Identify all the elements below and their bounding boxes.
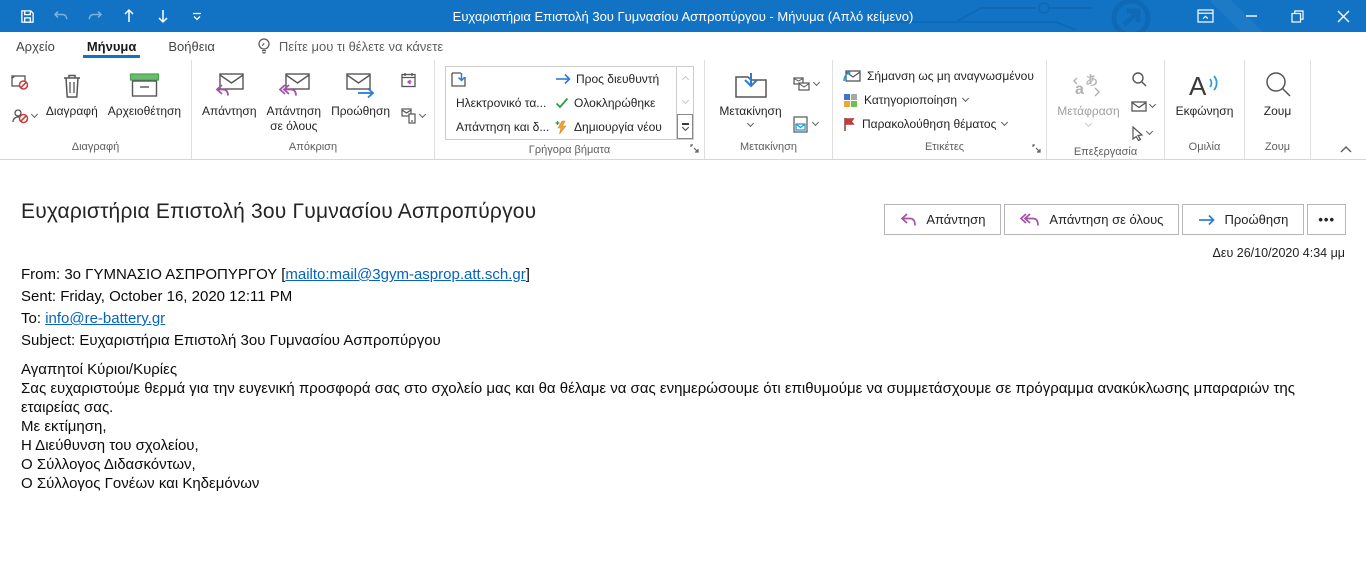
reply-button[interactable]: Απάντηση: [197, 65, 262, 137]
group-label-speech: Ομιλία: [1188, 141, 1221, 153]
junk-dropdown-chevron: [31, 111, 38, 118]
quick-step-move-to[interactable]: [446, 67, 550, 91]
rules-button[interactable]: [793, 75, 819, 93]
junk-icon: [11, 108, 29, 124]
related-chevron: [1149, 101, 1156, 108]
header-from: From: 3ο ΓΥΜΝΑΣΙΟ ΑΣΠΡΟΠΥΡΓΟΥ [mailto:mail@3gym-asprop.att.sch.gr]: [21, 266, 530, 283]
reply-all-action-button[interactable]: Απάντηση σε όλους: [1004, 204, 1179, 235]
ribbon-group-delete: [0, 60, 192, 159]
group-label-editing: Επεξεργασία: [1073, 146, 1138, 158]
follow-up-chevron: [1001, 119, 1008, 126]
reply-action-button[interactable]: Απάντηση: [884, 204, 1001, 235]
archive-button[interactable]: Αρχειοθέτηση: [103, 65, 186, 137]
quick-step-reply-delete[interactable]: Απάντηση και δ...: [446, 115, 550, 139]
forward-action-button[interactable]: Προώθηση: [1182, 204, 1304, 235]
collapse-ribbon-icon[interactable]: [1340, 146, 1352, 153]
forward-button[interactable]: Προώθηση: [326, 65, 395, 137]
reply-all-arrow-icon: [1020, 213, 1040, 227]
ribbon-group-quick-steps: [435, 60, 705, 159]
move-to-folder-icon: [451, 72, 466, 87]
group-label-quick-steps: Γρήγορα βήματα: [528, 144, 611, 156]
mark-unread-icon: [843, 69, 861, 83]
select-chevron: [1146, 128, 1153, 135]
ribbon-group-editing: [1047, 60, 1165, 159]
window-title: Ευχαριστήρια Επιστολή 3ου Γυμνασίου Ασπροπύργου - Μήνυμα (Απλό κείμενο): [452, 8, 914, 24]
meeting-icon: [401, 72, 417, 88]
actions-button[interactable]: [793, 115, 819, 133]
translate-chevron: [1085, 120, 1092, 127]
more-actions-button[interactable]: •••: [1307, 204, 1346, 235]
reply-all-button[interactable]: Απάντηση σε όλους: [262, 65, 327, 137]
group-label-zoom: Ζουμ: [1264, 141, 1291, 153]
message-action-buttons: [884, 204, 1346, 235]
categorize-chevron: [962, 95, 969, 102]
related-button[interactable]: [1131, 97, 1155, 115]
body-line: Ο Σύλλογος Γονέων και Κηδεμόνων: [21, 475, 260, 492]
header-subject: Subject: Ευχαριστήρια Επιστολή 3ου Γυμνασίου Ασπροπύργου: [21, 332, 441, 349]
window-controls: [1182, 0, 1366, 32]
related-envelope-icon: [1131, 101, 1147, 112]
ignore-icon: [11, 75, 29, 90]
junk-button[interactable]: [11, 107, 37, 125]
ribbon-group-respond: [192, 60, 435, 159]
quick-steps-gallery: [445, 66, 694, 140]
move-folder-icon: [734, 67, 768, 103]
undo-icon: [44, 0, 78, 32]
rules-chevron: [813, 79, 820, 86]
title-bar: [0, 0, 1366, 32]
tell-me-label: Πείτε μου τι θέλετε να κάνετε: [278, 38, 444, 54]
find-button[interactable]: [1131, 70, 1155, 88]
move-button[interactable]: Μετακίνηση: [714, 65, 786, 137]
body-line: Με εκτίμηση,: [21, 418, 107, 435]
quick-access-toolbar: [10, 0, 214, 32]
zoom-magnifier-icon: [1264, 67, 1292, 103]
reply-arrow-icon: [900, 213, 917, 227]
header-to: To: info@re-battery.gr: [21, 310, 166, 327]
body-line: Αγαπητοί Κύριοι/Κυρίες: [21, 361, 178, 378]
customize-quick-access-icon[interactable]: [180, 0, 214, 32]
ribbon-group-tags: [833, 60, 1047, 159]
tab-help[interactable]: Βοήθεια: [168, 39, 215, 54]
ignore-button[interactable]: [11, 73, 37, 91]
quick-steps-more-button[interactable]: [677, 114, 693, 139]
categorize-icon: [843, 93, 858, 108]
ribbon-group-speech: [1165, 60, 1245, 159]
quick-steps-dialog-launcher-icon[interactable]: [690, 144, 700, 154]
svg-text:a: a: [1075, 81, 1085, 98]
reply-all-envelope-icon: [278, 67, 310, 103]
ribbon-group-zoom: [1245, 60, 1311, 159]
body-line: Σας ευχαριστούμε θερμά για την ευγενική προσφορά σας στο σχολείο μας και θα θέλαμε να σας ενημερώσουμε ότι επιθυμούμε να συμμετάσχουμε σε πρόγραμμα ανακύκλωσης μπαραριών της εταιρείας σας.: [21, 380, 1295, 416]
quick-steps-scroll-up: [677, 67, 693, 90]
ribbon-display-options-icon[interactable]: [1182, 0, 1228, 32]
message-body: [21, 360, 1351, 493]
header-sent: Sent: Friday, October 16, 2020 12:11 PM: [21, 288, 293, 305]
next-item-icon[interactable]: [146, 0, 180, 32]
rules-icon: [793, 77, 811, 91]
quick-steps-scroll-down: [677, 90, 693, 113]
ribbon-tabs-bar: [0, 32, 1366, 60]
actions-icon: [793, 116, 810, 133]
body-line: Η Διεύθυνση του σχολείου,: [21, 437, 199, 454]
ribbon-group-move: [705, 60, 833, 159]
follow-up-button[interactable]: Παρακολούθηση θέματος: [843, 112, 1007, 136]
categorize-button[interactable]: Κατηγοριοποίηση: [843, 88, 968, 112]
read-aloud-button[interactable]: A Εκφώνηση: [1171, 65, 1239, 137]
svg-text:あ: あ: [1085, 73, 1099, 88]
body-line: Ο Σύλλογος Διδασκόντων,: [21, 456, 196, 473]
group-label-move: Μετακίνηση: [739, 141, 798, 153]
select-cursor-icon: [1131, 126, 1144, 141]
more-respond-icon: [401, 108, 417, 124]
reply-envelope-icon: [214, 67, 244, 103]
tab-message[interactable]: Μήνυμα: [71, 35, 153, 57]
quick-step-create-new[interactable]: Δημιουργία νέου: [550, 115, 676, 139]
zoom-button[interactable]: Ζουμ: [1259, 65, 1297, 137]
read-aloud-icon: [1187, 67, 1221, 103]
arrow-right-icon: [555, 73, 571, 85]
more-respond-chevron: [419, 111, 426, 118]
forward-arrow-icon: [1198, 214, 1215, 226]
from-mailto-link[interactable]: mailto:mail@3gym-asprop.att.sch.gr: [285, 266, 526, 283]
select-button[interactable]: [1131, 124, 1155, 142]
restore-icon[interactable]: [1274, 0, 1320, 32]
save-icon[interactable]: [10, 0, 44, 32]
follow-up-flag-icon: [843, 117, 856, 132]
minimize-icon[interactable]: [1228, 0, 1274, 32]
actions-chevron: [812, 119, 819, 126]
group-label-tags: Ετικέτες: [924, 141, 965, 153]
translate-button: a あ Μετάφραση: [1052, 65, 1124, 142]
reading-pane: [0, 160, 1366, 569]
group-label-delete: Διαγραφή: [71, 141, 120, 153]
message-subject-heading: Ευχαριστήρια Επιστολή 3ου Γυμνασίου Ασπροπύργου: [21, 200, 537, 223]
tell-me-box[interactable]: [257, 37, 443, 55]
group-label-respond: Απόκριση: [288, 141, 338, 153]
meeting-button[interactable]: [401, 71, 425, 89]
search-icon: [1131, 71, 1147, 87]
close-icon[interactable]: [1320, 0, 1366, 32]
archive-icon: [129, 67, 160, 103]
tab-file[interactable]: Αρχείο: [16, 39, 55, 54]
message-date: Δευ 26/10/2020 4:34 μμ: [1212, 246, 1345, 260]
lightning-plus-icon: [555, 120, 569, 135]
delete-button[interactable]: Διαγραφή: [41, 65, 103, 137]
more-respond-actions-button[interactable]: [401, 107, 425, 125]
redo-icon: [78, 0, 112, 32]
tags-dialog-launcher-icon[interactable]: [1032, 144, 1042, 154]
quick-step-done[interactable]: Ολοκληρώθηκε: [550, 91, 676, 115]
quick-step-email[interactable]: Ηλεκτρονικό τα...: [446, 91, 550, 115]
svg-text:A: A: [1189, 71, 1207, 99]
ribbon: [0, 60, 1366, 160]
to-address-link[interactable]: info@re-battery.gr: [45, 310, 166, 327]
forward-envelope-icon: [346, 67, 376, 103]
message-headers: [21, 264, 530, 352]
quick-step-to-manager[interactable]: Προς διευθυντή: [550, 67, 676, 91]
translate-icon: [1073, 67, 1103, 103]
check-icon: [555, 97, 569, 109]
previous-item-icon[interactable]: [112, 0, 146, 32]
lightbulb-icon: [257, 37, 271, 55]
trash-icon: [61, 67, 83, 103]
mark-unread-button[interactable]: Σήμανση ως μη αναγνωσμένου: [843, 64, 1034, 88]
move-dropdown-chevron: [747, 120, 754, 127]
